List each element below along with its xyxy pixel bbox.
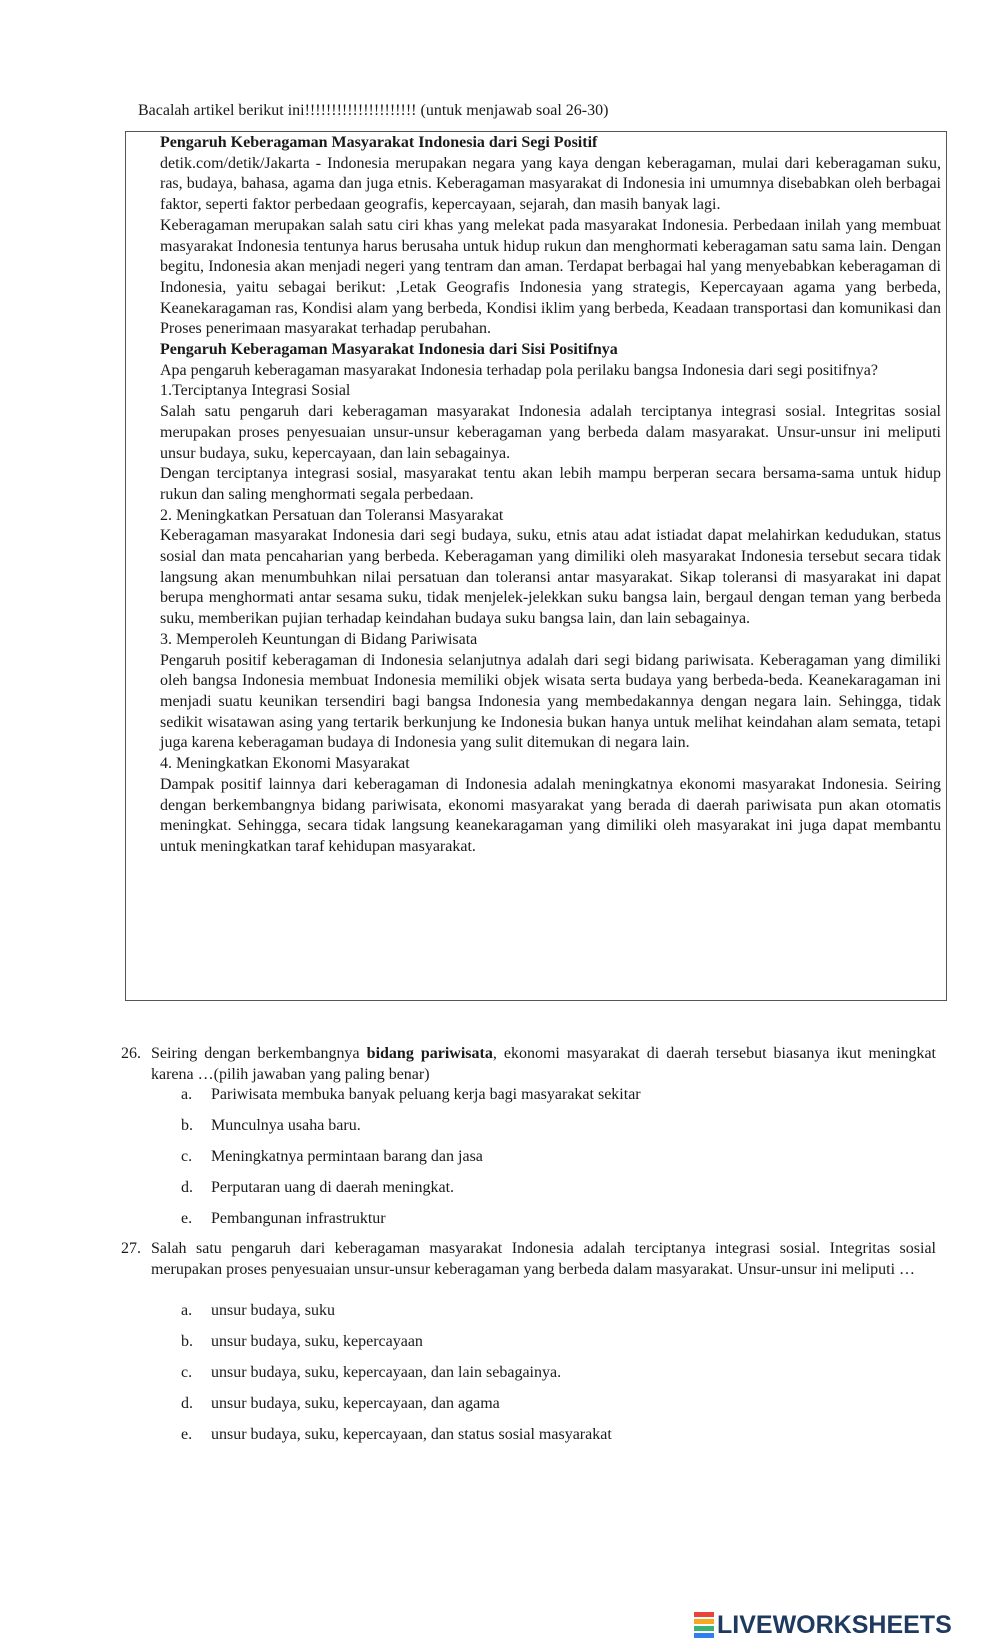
instruction-text: Bacalah artikel berikut ini!!!!!!!!!!!!!!!!!!!!! (untuk menjawab soal 26-30) <box>138 102 609 119</box>
question-number: 27. <box>121 1240 141 1257</box>
option-a[interactable]: a. Pariwisata membuka banyak peluang kerja bagi masyarakat sekitar <box>181 1086 641 1103</box>
article <box>160 133 941 858</box>
article-section-heading: 2. Meningkatkan Persatuan dan Toleransi Masyarakat <box>160 506 504 524</box>
option-a[interactable]: a. unsur budaya, suku <box>181 1302 335 1319</box>
option-c[interactable]: c. Meningkatnya permintaan barang dan jasa <box>181 1148 483 1165</box>
logo-text: LIVEWORKSHEETS <box>717 1610 952 1639</box>
question-26 <box>121 1044 936 1085</box>
question-27 <box>121 1239 936 1280</box>
option-d[interactable]: d. unsur budaya, suku, kepercayaan, dan agama <box>181 1395 500 1412</box>
liveworksheets-logo[interactable] <box>694 1610 952 1640</box>
option-d[interactable]: d. Perputaran uang di daerah meningkat. <box>181 1179 455 1196</box>
article-section-heading: 4. Meningkatkan Ekonomi Masyarakat <box>160 755 410 773</box>
option-e[interactable]: e. Pembangunan infrastruktur <box>181 1210 386 1227</box>
article-paragraph: Keberagaman masyarakat Indonesia dari segi budaya, suku, etnis atau adat istiadat dapat melahirkan kedudukan, status sosial dan mata pencaharian yang berbeda. Keberagaman yang dimiliki oleh masyarakat Indonesia tersebut secara tidak langsung akan menumbuhkan nilai persatuan dan toleransi antar masyarakat. Sikap toleransi di masyarakat ini dapat berupa menghormati antar sesama suku, tidak menjelek-jelekkan suku bangsa lain, bergaul dengan teman yang berbeda suku, memberikan pujian terhadap keindahan budaya suku bangsa lain, dan lain sebagainya. <box>160 527 941 628</box>
logo-stripe <box>694 1626 714 1631</box>
question-stem: Salah satu pengaruh dari keberagaman masyarakat Indonesia adalah terciptanya integrasi sosial. Integritas sosial merupakan proses penyesuaian unsur-unsur keberagaman yang berbeda dalam masyarakat. Unsur-unsur ini meliputi … <box>151 1240 936 1278</box>
article-paragraph: detik.com/detik/Jakarta - Indonesia merupakan negara yang kaya dengan keberagaman, mulai dari keberagaman suku, ras, budaya, bahasa, agama dan juga etnis. Keberagaman masyarakat di Indonesia ini umumnya disebabkan oleh berbagai faktor, seperti faktor perbedaan geografis, kepercayaan, sejarah, dan masih banyak lagi. <box>160 154 941 214</box>
article-paragraph: Keberagaman merupakan salah satu ciri khas yang melekat pada masyarakat Indonesia. Perbedaan inilah yang membuat masyarakat Indonesia tentunya harus berusaha untuk hidup rukun dan menghormati keberagaman satu sama lain. Dengan begitu, Indonesia akan menjadi negeri yang tentram dan aman. Terdapat berbagai hal yang menyebabkan keberagaman di Indonesia, yaitu sebagai berikut: ,Letak Geografis Indonesia yang strategis, Kepercayaan agama yang berbeda, Keanekaragaman ras, Kondisi alam yang berbeda, Kondisi iklim yang berbeda, Keadaan transportasi dan komunikasi dan Proses penerimaan masyarakat terhadap perubahan. <box>160 216 941 338</box>
article-paragraph: Dampak positif lainnya dari keberagaman di Indonesia adalah meningkatnya ekonomi masyarakat Indonesia. Seiring dengan berkembangnya bidang pariwisata, ekonomi masyarakat yang berada di daerah pariwisata pun akan otomatis meningkat. Sehingga, secara tidak langsung keanekaragaman yang dimiliki oleh masyarakat ini juga dapat membantu untuk meningkatkan taraf kehidupan masyarakat. <box>160 775 941 855</box>
logo-stripe <box>694 1612 714 1617</box>
question-number: 26. <box>121 1045 141 1062</box>
logo-stripe <box>694 1619 714 1624</box>
article-section-heading: 3. Memperoleh Keuntungan di Bidang Pariwisata <box>160 630 478 648</box>
option-b[interactable]: b. Munculnya usaha baru. <box>181 1117 361 1134</box>
option-e[interactable]: e. unsur budaya, suku, kepercayaan, dan status sosial masyarakat <box>181 1426 612 1443</box>
article-paragraph: Dengan terciptanya integrasi sosial, masyarakat tentu akan lebih mampu berperan secara bersama-sama untuk hidup rukun dan saling menghormati segala perbedaan. <box>160 465 941 503</box>
question-stem: Seiring dengan berkembangnya bidang pariwisata, ekonomi masyarakat di daerah tersebut biasanya ikut meningkat karena …(pilih jawaban yang paling benar) <box>151 1045 936 1083</box>
article-subtitle: Pengaruh Keberagaman Masyarakat Indonesia dari Sisi Positifnya <box>160 341 618 359</box>
option-b[interactable]: b. unsur budaya, suku, kepercayaan <box>181 1333 423 1350</box>
option-c[interactable]: c. unsur budaya, suku, kepercayaan, dan lain sebagainya. <box>181 1364 562 1381</box>
logo-stripe <box>694 1633 714 1638</box>
logo-mark-icon <box>694 1612 714 1638</box>
article-paragraph: Salah satu pengaruh dari keberagaman masyarakat Indonesia adalah terciptanya integrasi sosial. Integritas sosial merupakan proses penyesuaian unsur-unsur keberagaman yang berbeda dalam masyarakat. Unsur-unsur ini meliputi unsur budaya, suku, kepercayaan, dan lain sebagainya. <box>160 403 941 462</box>
article-title: Pengaruh Keberagaman Masyarakat Indonesia dari Segi Positif <box>160 134 598 151</box>
article-paragraph: Apa pengaruh keberagaman masyarakat Indonesia terhadap pola perilaku bangsa Indonesia dari segi positifnya? <box>160 361 878 379</box>
article-section-heading: 1.Terciptanya Integrasi Sosial <box>160 382 351 400</box>
article-paragraph: Pengaruh positif keberagaman di Indonesia selanjutnya adalah dari segi bidang pariwisata. Keberagaman yang dimiliki oleh bangsa Indonesia membuat Indonesia memiliki objek wisata serta budaya yang berbeda-beda. Keanekaragaman ini menjadi suatu keunikan tersendiri bagi bangsa Indonesia yang membedakannya dengan negara lain. Sehingga, tidak sedikit wisatawan asing yang tertarik berkunjung ke Indonesia bukan hanya untuk melihat keindahan alam semata, tetapi juga karena keberagaman budaya di Indonesia yang sulit ditemukan di negara lain. <box>160 651 941 752</box>
